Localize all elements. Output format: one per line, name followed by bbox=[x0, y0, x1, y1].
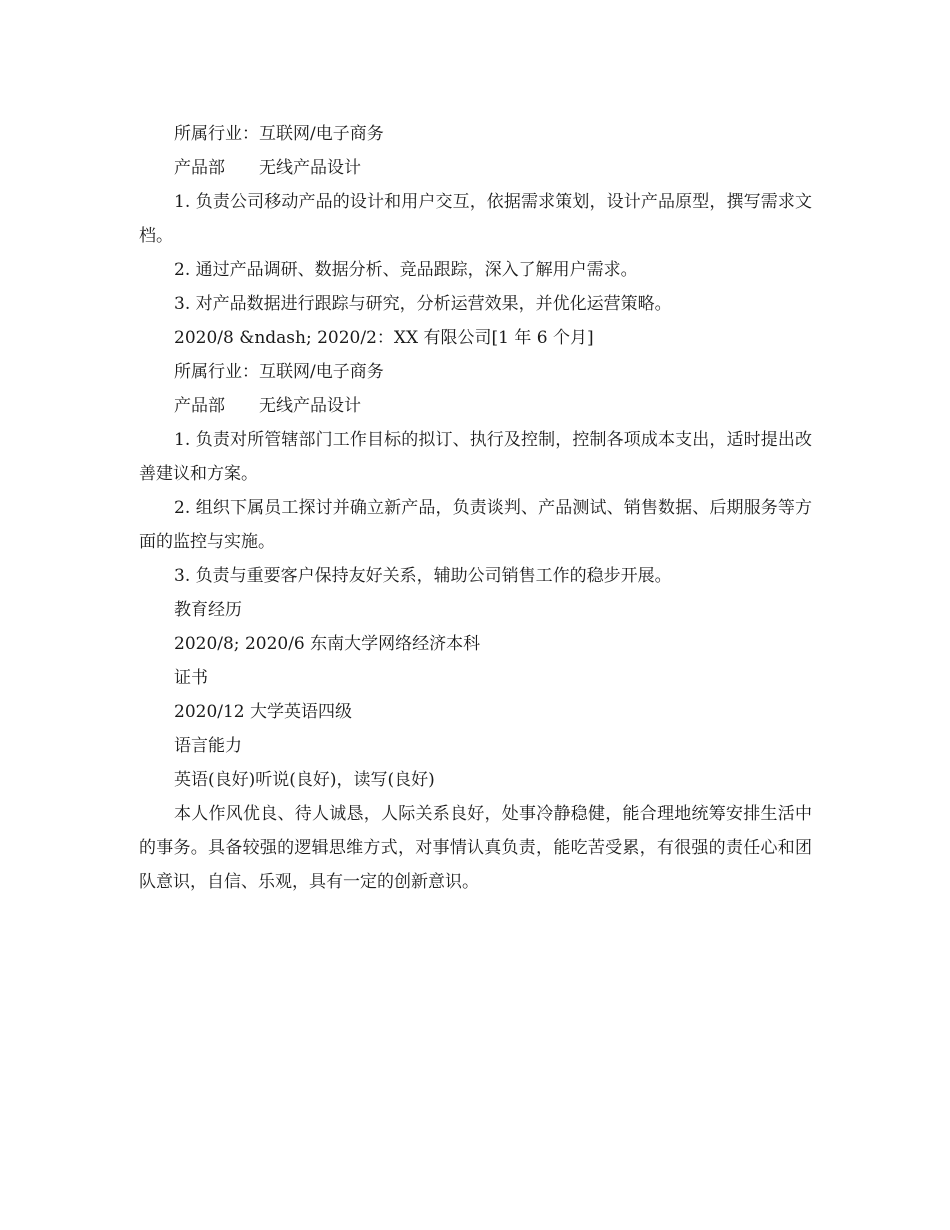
duty-item-2: 2. 通过产品调研、数据分析、竞品跟踪，深入了解用户需求。 bbox=[174, 260, 638, 280]
duty-item-4: 1. 负责对所管辖部门工作目标的拟订、执行及控制，控制各项成本支出，适时提出改善建议和方案。 bbox=[139, 430, 812, 484]
duty-item-1: 1. 负责公司移动产品的设计和用户交互，依据需求策划，设计产品原型，撰写需求文档。 bbox=[139, 192, 812, 246]
duty-item-6: 3. 负责与重要客户保持友好关系，辅助公司销售工作的稳步开展。 bbox=[174, 566, 672, 586]
document-body bbox=[139, 117, 812, 899]
job-period-line: 2020/8 &ndash; 2020/2：XX 有限公司[1 年 6 个月] bbox=[174, 328, 594, 348]
department-line-1: 产品部 无线产品设计 bbox=[174, 158, 361, 178]
department-line-2: 产品部 无线产品设计 bbox=[174, 396, 361, 416]
education-heading: 教育经历 bbox=[174, 600, 242, 620]
self-evaluation: 本人作风优良、待人诚恳，人际关系良好，处事冷静稳健，能合理地统筹安排生活中的事务。具备较强的逻辑思维方式，对事情认真负责，能吃苦受累，有很强的责任心和团队意识，自信、乐观，具有一定的创新意识。 bbox=[139, 804, 812, 892]
education-entry: 2020/8; 2020/6 东南大学网络经济本科 bbox=[174, 634, 481, 654]
industry-line-2: 所属行业：互联网/电子商务 bbox=[174, 362, 384, 382]
language-entry: 英语(良好)听说(良好)，读写(良好) bbox=[174, 770, 435, 790]
duty-item-5: 2. 组织下属员工探讨并确立新产品，负责谈判、产品测试、销售数据、后期服务等方面的监控与实施。 bbox=[139, 498, 812, 552]
certificate-entry: 2020/12 大学英语四级 bbox=[174, 702, 353, 722]
industry-line-1: 所属行业：互联网/电子商务 bbox=[174, 124, 384, 144]
duty-item-3: 3. 对产品数据进行跟踪与研究，分析运营效果，并优化运营策略。 bbox=[174, 294, 672, 314]
certificate-heading: 证书 bbox=[174, 668, 208, 688]
language-heading: 语言能力 bbox=[174, 736, 242, 756]
